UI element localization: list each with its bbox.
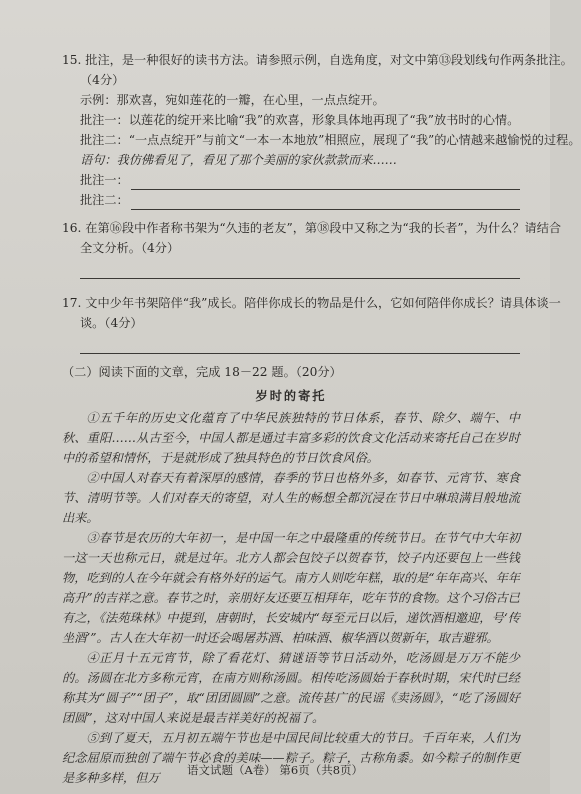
q15-example: 示例：那欢喜，宛如莲花的一瓣，在心里，一点点绽开。 bbox=[80, 93, 385, 107]
article-paragraph-2: ②中国人对春天有着深厚的感情，春季的节日也格外多，如春节、元宵节、寒食节、清明节等。人们对春天的寄望，对人生的畅想全都沉浸在节日中琳琅满目般地流出来。 bbox=[62, 471, 520, 525]
q15-stem: 15. 批注，是一种很好的读书方法。请参照示例，自选角度，对文中第⑬段划线句作两条批注。 bbox=[62, 53, 573, 67]
question-16 bbox=[62, 218, 562, 279]
q17-answer-rule[interactable] bbox=[80, 333, 520, 354]
page-footer: 语文试题（A卷） 第6页（共8页） bbox=[186, 763, 364, 777]
article-paragraph-1: ①五千年的历史文化蕴育了中华民族独特的节日体系，春节、除夕、端午、中秋、重阳……从古至今，中国人都是通过丰富多彩的饮食文化活动来寄托自己在岁时中的希望和情怀，于是就形成了独具特色的节日饮食风俗。 bbox=[62, 411, 520, 465]
article-paragraph-3: ③春节是农历的大年初一，是中国一年之中最隆重的传统节日。在节气中大年初一这一天也称元日，就是过年。北方人都会包饺子以贺春节，饺子内还要包上一些钱物，吃到的人在今年就会有格外好的运气。南方人则吃年糕，取的是“年年高兴、年年高升”的吉祥之意。春节之时，亲朋好友还要互相拜年，吃年节的食物。这个习俗古已有之，《法苑珠林》中提到，唐朝时，长安城内“每至元日以后，递饮酒相邀迎，号‘传坐酒’”。古人在大年初一时还会喝屠苏酒、柏味酒、椒华酒以贺新年，取吉避邪。 bbox=[62, 531, 520, 645]
q15-answer-1[interactable] bbox=[62, 170, 520, 190]
answer-rule bbox=[131, 175, 520, 190]
q16-stem: 16. 在第⑯段中作者称书架为“久违的老友”，第⑱段中又称之为“我的长者”，为什么？请结合 bbox=[62, 221, 562, 235]
section-heading: （二）阅读下面的文章，完成 18－22 题。（20分） bbox=[62, 365, 342, 379]
q17-stem-2: 谈。（4分） bbox=[80, 316, 143, 330]
q15-answer-2[interactable] bbox=[62, 190, 520, 210]
question-17 bbox=[62, 293, 561, 354]
article-paragraph-5: ⑤到了夏天，五月初五端午节也是中国民间比较重大的节日。千百年来，人们为纪念屈原而独创了端午节必食的美味——粽子。粽子，古称角黍。如今粽子的制作更是多种多样，但万 bbox=[62, 731, 520, 785]
q15-points: （4分） bbox=[80, 73, 125, 87]
question-15 bbox=[62, 50, 581, 210]
q16-answer-rule[interactable] bbox=[80, 258, 520, 279]
reading-section-2 bbox=[62, 362, 520, 788]
answer-rule bbox=[131, 195, 520, 210]
article-title: 岁时的寄托 bbox=[255, 389, 327, 403]
q15-blank2-label: 批注二： bbox=[80, 193, 129, 207]
q16-stem-2: 全文分析。（4分） bbox=[80, 241, 180, 255]
q17-stem: 17. 文中少年书架陪伴“我”成长。陪伴你成长的物品是什么，它如何陪伴你成长？请具体谈一 bbox=[62, 296, 561, 310]
q15-note2: 批注二：“一点点绽开”与前文“一本一本地放”相照应，展现了“我”的心情越来越愉悦的过程。 bbox=[80, 133, 581, 147]
q15-sentence: 语句：我仿佛看见了，看见了那个美丽的家伙款款而来…… bbox=[80, 153, 397, 167]
q15-blank1-label: 批注一： bbox=[80, 173, 129, 187]
q15-note1: 批注一：以莲花的绽开来比喻“我”的欢喜，形象具体地再现了“我”放书时的心情。 bbox=[80, 113, 520, 127]
article-paragraph-4: ④正月十五元宵节，除了看花灯、猜谜语等节日活动外，吃汤圆是万万不能少的。汤圆在北方多称元宵，在南方则称汤圆。相传吃汤圆始于春秋时期，宋代时已经称其为“圆子”“团子”，取“团团圆圆”之意。流传甚广的民谣《卖汤圆》，“吃了汤圆好团圆”，这对中国人来说是最吉祥美好的祝福了。 bbox=[62, 651, 520, 725]
